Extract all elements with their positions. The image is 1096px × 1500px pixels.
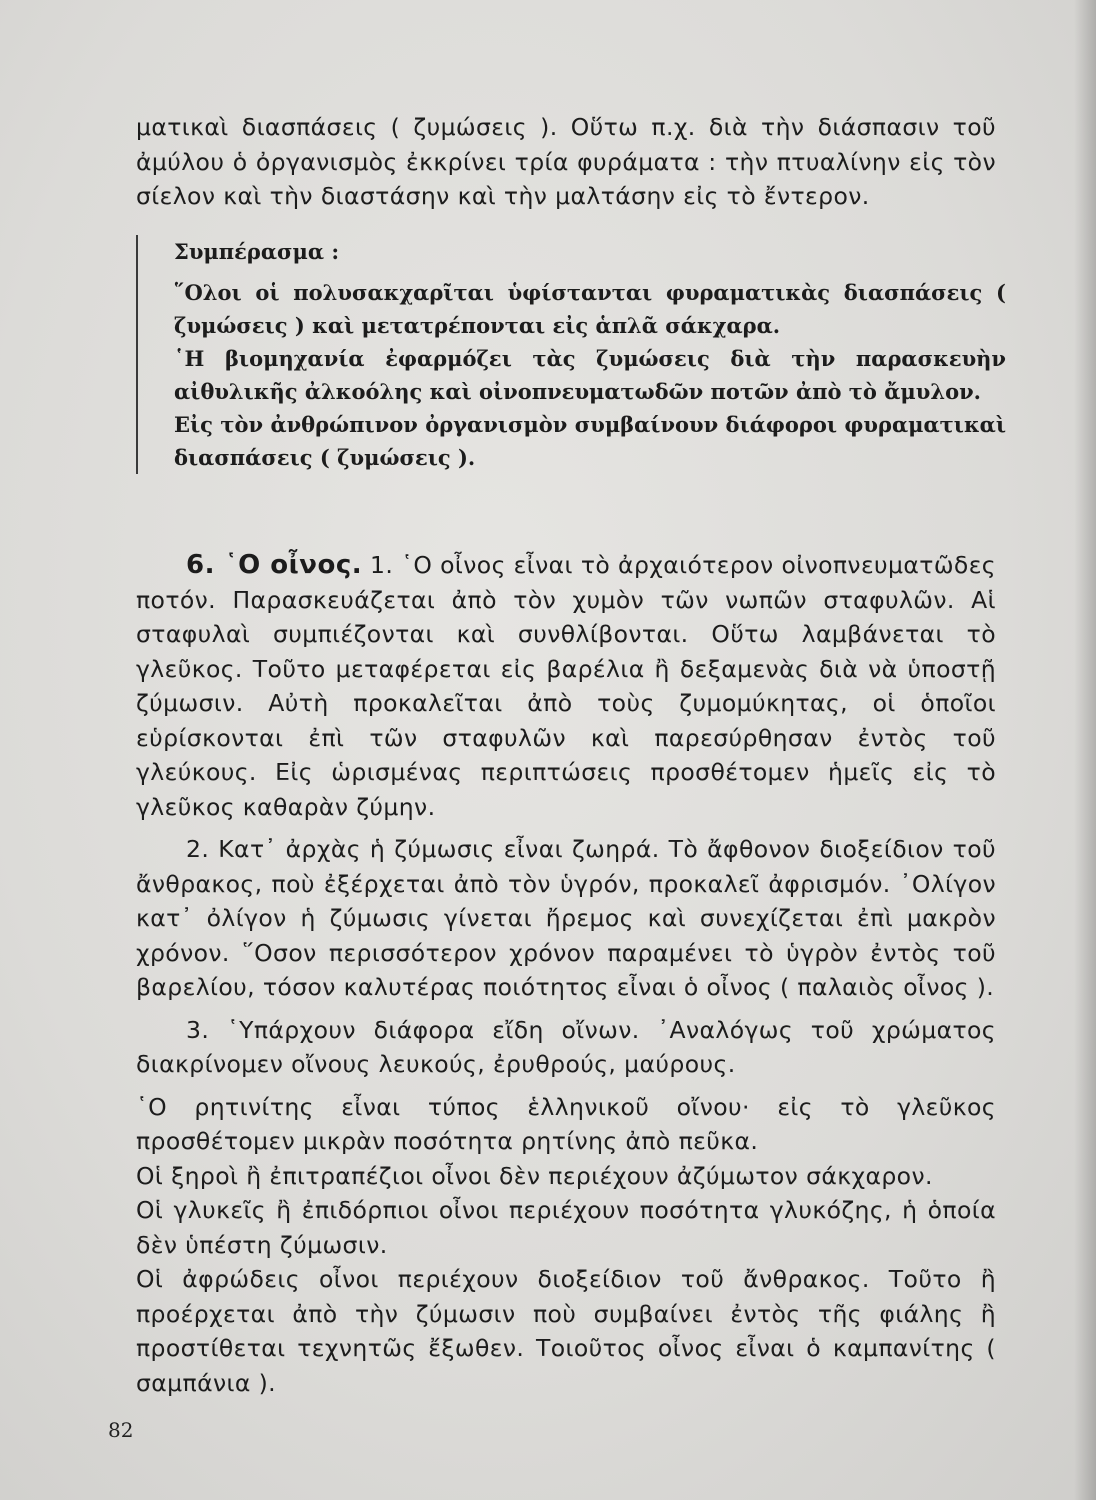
wine-paragraph-1-text: 1. ῾Ο οἶνος εἶναι τὸ ἀρχαιότερον οἰνοπνευματῶδες ποτόν. Παρασκευάζεται ἀπὸ τὸν χυμὸν τῶν νωπῶν σταφυλῶν. Αἱ σταφυλαὶ συμπιέζονται καὶ συνθλίβονται. Οὕτω λαμβάνεται τὸ γλεῦκος. Τοῦτο μεταφέρεται εἰς βαρέλια ἢ δεξαμενὰς διὰ νὰ ὑποστῇ ζύμωσιν. Αὐτὴ προκαλεῖται ἀπὸ τοὺς ζυμομύκητας, οἱ ὁποῖοι εὑρίσκονται ἐπὶ τῶν σταφυλῶν καὶ παρεσύρθησαν ἐντὸς τοῦ γλεύκους. Εἰς ὡρισμένας περιπτώσεις προσθέτομεν ἡμεῖς εἰς τὸ γλεῦκος καθαρὰν ζύμην. — [136, 551, 996, 821]
wine-paragraph-5: Οἱ ξηροὶ ἢ ἐπιτραπέζιοι οἶνοι δὲν περιέχουν ἀζύμωτον σάκχαρον. — [136, 1161, 933, 1190]
conclusion-line-1: ῞Ολοι οἱ πολυσακχαρῖται ὑφίστανται φυραματικὰς διασπάσεις ( ζυμώσεις ) καὶ μετατρέπονται εἰς ἁπλᾶ σάκχαρα. — [174, 280, 1006, 338]
wine-paragraph-1 — [136, 548, 996, 824]
wine-paragraph-7: Οἱ ἀφρώδεις οἶνοι περιέχουν διοξείδιον τοῦ ἄνθρακος. Τοῦτο ἢ προέρχεται ἀπὸ τὴν ζύμωσιν ποὺ συμβαίνει ἐντὸς τῆς φιάλης ἢ προστίθεται τεχνητῶς ἔξωθεν. Τοιοῦτος οἶνος εἶναι ὁ καμπανίτης ( σαμπάνια ). — [136, 1265, 996, 1397]
wine-paragraph-2: 2. Κατ᾽ ἀρχὰς ἡ ζύμωσις εἶναι ζωηρά. Τὸ ἄφθονον διοξείδιον τοῦ ἄνθρακος, ποὺ ἐξέρχεται ἀπὸ τὸν ὑγρόν, προκαλεῖ ἀφρισμόν. ᾿Ολίγον κατ᾽ ὀλίγον ἡ ζύμωσις γίνεται ἤρεμος καὶ συνεχίζεται ἐπὶ μακρὸν χρόνον. ῞Οσον περισσότερον χρόνον παραμένει τὸ ὑγρὸν ἐντὸς τοῦ βαρελίου, τόσον καλυτέρας ποιότητος εἶναι ὁ οἶνος ( παλαιὸς οἶνος ). — [136, 835, 996, 1001]
conclusion-heading: Συμπέρασμα : — [174, 239, 340, 264]
conclusion-box — [136, 235, 1006, 474]
section-title: 6. ῾Ο οἶνος. — [186, 550, 363, 580]
wine-section — [136, 548, 996, 1400]
conclusion-line-3: Εἰς τὸν ἀνθρώπινον ὀργανισμὸν συμβαίνουν διάφοροι φυραματικαὶ διασπάσεις ( ζυμώσεις ). — [174, 412, 1006, 470]
wine-paragraph-3: 3. ῾Υπάρχουν διάφορα εἴδη οἴνων. ᾿Αναλόγως τοῦ χρώματος διακρίνομεν οἴνους λευκούς, ἐρυθρούς, μαύρους. — [136, 1015, 996, 1078]
conclusion-line-2: ῾Η βιομηχανία ἐφαρμόζει τὰς ζυμώσεις διὰ τὴν παρασκευὴν αἰθυλικῆς ἀλκοόλης καὶ οἰνοπνευματωδῶν ποτῶν ἀπὸ τὸ ἄμυλον. — [174, 346, 1006, 404]
intro-text: ματικαὶ διασπάσεις ( ζυμώσεις ). Οὕτω π.χ. διὰ τὴν διάσπασιν τοῦ ἀμύλου ὁ ὀργανισμὸς ἐκκρίνει τρία φυράματα : τὴν πτυαλίνην εἰς τὸν σίελον καὶ τὴν διαστάσην καὶ τὴν μαλτάσην εἰς τὸ ἔντερον. — [136, 113, 996, 210]
wine-paragraph-4: ῾Ο ρητινίτης εἶναι τύπος ἑλληνικοῦ οἴνου· εἰς τὸ γλεῦκος προσθέτομεν μικρὰν ποσότητα ρητίνης ἀπὸ πεῦκα. — [136, 1092, 996, 1155]
page-number: 82 — [108, 1418, 134, 1442]
intro-paragraph — [136, 110, 996, 214]
wine-paragraph-6: Οἱ γλυκεῖς ἢ ἐπιδόρπιοι οἶνοι περιέχουν ποσότητα γλυκόζης, ἡ ὁποία δὲν ὑπέστη ζύμωσιν. — [136, 1196, 996, 1259]
page-edge-shadow — [1074, 0, 1096, 1500]
